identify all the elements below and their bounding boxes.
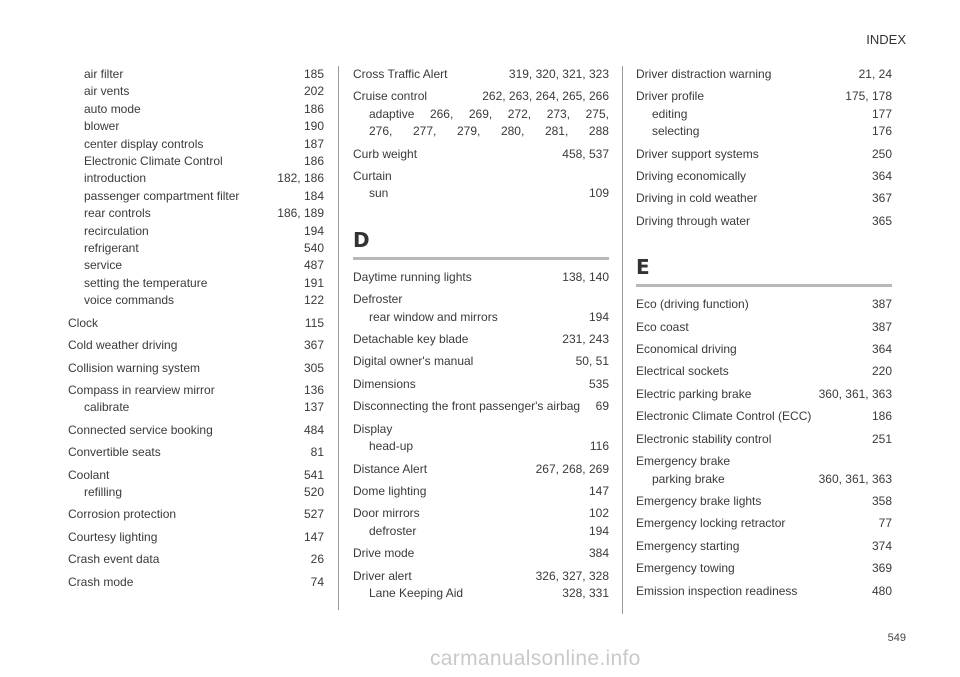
entry-term: Connected service booking <box>68 422 213 437</box>
entry-term: Cross Traffic Alert <box>353 67 448 81</box>
index-entry-drive-mode[interactable] <box>353 545 609 562</box>
entry-term: Compass in rearview mirror <box>68 382 215 397</box>
index-entry-driving-economically[interactable] <box>636 168 892 185</box>
entry-term: Dimensions <box>353 376 416 391</box>
index-entry-eco[interactable] <box>636 296 892 313</box>
entry-term: Emission inspection readiness <box>636 583 798 598</box>
subentry-pages: 191 <box>303 275 324 290</box>
entry-pages: 527 <box>303 507 324 522</box>
entry-term: Door mirrors <box>353 506 420 521</box>
index-subentry[interactable] <box>68 83 324 100</box>
index-column-3 <box>636 66 892 600</box>
entry-term: Detachable key blade <box>353 332 469 347</box>
entry-pages: 186 <box>871 409 892 424</box>
index-entry-digital-owners-manual[interactable] <box>353 353 609 370</box>
entry-term: Electronic stability control <box>636 431 772 446</box>
subentry-term: air vents <box>84 84 130 99</box>
index-subentry[interactable] <box>68 205 324 222</box>
entry-term: Corrosion protection <box>68 507 177 522</box>
index-subentry[interactable] <box>68 153 324 170</box>
entry-pages: 541 <box>303 467 324 482</box>
index-entry-daytime-running-lights[interactable] <box>353 269 609 286</box>
entry-pages: 458, 537 <box>562 146 609 161</box>
index-subentry-door-mirrors-defroster[interactable] <box>353 523 609 540</box>
entry-term: Clock <box>68 315 99 330</box>
entry-term: Crash event data <box>68 552 160 567</box>
index-subentry-cruise-adaptive-continued <box>353 123 609 140</box>
subentry-term: calibrate <box>84 400 130 415</box>
entry-pages: 374 <box>871 538 892 553</box>
subentry-page: 281, <box>544 124 569 139</box>
entry-term: Driver profile <box>636 89 705 104</box>
section-divider <box>353 257 609 260</box>
index-entry-driver-alert[interactable] <box>353 568 609 585</box>
entry-pages: 115 <box>304 315 324 330</box>
climate-sub-entries <box>68 66 324 310</box>
section-letter-d: D <box>353 227 370 252</box>
entry-pages: 267, 268, 269 <box>535 461 609 476</box>
index-subentry[interactable] <box>68 118 324 135</box>
entry-pages: 147 <box>588 483 609 498</box>
index-entry-crash-event-data[interactable] <box>68 551 324 568</box>
column-divider <box>338 66 339 610</box>
subentry-pages: 194 <box>588 523 609 538</box>
subentry-term: recirculation <box>84 223 149 238</box>
subentry-term: setting the temperature <box>84 275 208 290</box>
index-subentry-defroster-rear[interactable] <box>353 309 609 326</box>
index-subentry[interactable] <box>68 188 324 205</box>
column-divider <box>622 66 623 614</box>
index-entry-convertible-seats[interactable] <box>68 444 324 461</box>
entry-term: Electrical sockets <box>636 364 729 379</box>
index-subentry[interactable] <box>68 292 324 309</box>
index-column-2 <box>353 66 609 602</box>
subentry-page: 273, <box>546 106 571 121</box>
index-entry-cross-traffic-alert[interactable] <box>353 66 609 83</box>
subentry-term: introduction <box>84 171 147 186</box>
index-entry-stability-control[interactable] <box>636 431 892 448</box>
subentry-page: 276, <box>369 124 393 139</box>
index-entry-electric-parking-brake[interactable] <box>636 386 892 403</box>
index-entry-economical-driving[interactable] <box>636 341 892 358</box>
subentry-pages: 187 <box>303 136 324 151</box>
subentry-term: auto mode <box>84 101 141 116</box>
entry-pages: 251 <box>871 431 892 446</box>
subentry-page: 277, <box>412 124 437 139</box>
entry-pages: 367 <box>871 191 892 206</box>
entry-term: Curb weight <box>353 146 418 161</box>
index-entry-curb-weight[interactable] <box>353 146 609 163</box>
subentry-pages: 185 <box>303 67 324 81</box>
index-entry-emergency-locking-retractor[interactable] <box>636 515 892 532</box>
entry-pages: 387 <box>871 297 892 312</box>
index-subentry-compass-calibrate[interactable] <box>68 399 324 416</box>
index-entry-eco-coast[interactable] <box>636 319 892 336</box>
entry-term: Emergency brake <box>636 454 731 469</box>
entry-pages: 250 <box>871 146 892 161</box>
entry-pages: 147 <box>303 529 324 544</box>
subentry-pages: 186 <box>303 154 324 169</box>
subentry-term: Electronic Climate Control <box>84 154 223 169</box>
entry-term: Driver support systems <box>636 146 759 161</box>
section-letter-e: E <box>636 255 650 280</box>
subentry-pages: 194 <box>303 223 324 238</box>
entry-pages: 358 <box>871 493 892 508</box>
entry-term: Cold weather driving <box>68 338 178 353</box>
entry-pages: 77 <box>878 516 892 531</box>
index-entry-driver-profile[interactable] <box>636 88 892 105</box>
subentry-pages: 182, 186 <box>277 171 324 186</box>
entry-term: Emergency locking retractor <box>636 516 786 531</box>
entry-pages: 365 <box>871 213 892 228</box>
entry-term: Collision warning system <box>68 360 201 375</box>
watermark: carmanualsonline.info <box>430 647 641 670</box>
index-subentry-emergency-parking-brake[interactable] <box>636 471 892 488</box>
subentry-pages: 520 <box>303 484 324 499</box>
subentry-term: center display controls <box>84 136 204 151</box>
index-entry-connected-service[interactable] <box>68 422 324 439</box>
entry-pages: 305 <box>303 360 324 375</box>
index-entry-cold-weather-driving[interactable] <box>68 337 324 354</box>
index-subentry-display-headup[interactable] <box>353 438 609 455</box>
entry-pages: 81 <box>310 445 324 460</box>
subentry-page: 279, <box>456 124 481 139</box>
entry-term: Drive mode <box>353 546 415 561</box>
entry-term: Crash mode <box>68 574 134 589</box>
entry-term: Distance Alert <box>353 461 428 476</box>
entry-pages: 102 <box>588 506 609 521</box>
subentry-pages: 176 <box>871 124 892 139</box>
entry-pages: 367 <box>303 338 324 353</box>
index-subentry-profile-selecting[interactable] <box>636 123 892 140</box>
subentry-page: 266, <box>429 106 454 121</box>
entry-pages: 26 <box>310 552 324 567</box>
entry-term: Driving economically <box>636 169 747 184</box>
subentry-term: head-up <box>369 439 414 454</box>
subentry-page: 272, <box>507 106 532 121</box>
entry-term: Digital owner's manual <box>353 354 474 369</box>
entry-term: Curtain <box>353 169 392 184</box>
subentry-term: refilling <box>84 484 123 499</box>
subentry-pages: 184 <box>303 188 324 203</box>
index-entry-detachable-key-blade[interactable] <box>353 331 609 348</box>
entry-term: Defroster <box>353 292 403 307</box>
subentry-pages: 190 <box>303 119 324 134</box>
index-entry-coolant[interactable] <box>68 467 324 484</box>
index-entry-compass[interactable] <box>68 382 324 399</box>
subentry-term: sun <box>369 186 389 201</box>
index-subentry[interactable] <box>68 240 324 257</box>
index-entry-emergency-brake-lights[interactable] <box>636 493 892 510</box>
subentry-pages: 202 <box>303 84 324 99</box>
entry-pages: 326, 327, 328 <box>535 568 609 583</box>
entry-term: Convertible seats <box>68 445 161 460</box>
entry-pages: 319, 320, 321, 323 <box>508 67 609 81</box>
subentry-page: 280, <box>500 124 525 139</box>
index-entry-emergency-starting[interactable] <box>636 538 892 555</box>
entry-term: Dome lighting <box>353 483 427 498</box>
index-entry-driving-cold-weather[interactable] <box>636 190 892 207</box>
entry-term: Eco coast <box>636 319 689 334</box>
entry-term: Emergency starting <box>636 538 740 553</box>
subentry-term: Lane Keeping Aid <box>369 585 464 600</box>
index-entry-distance-alert[interactable] <box>353 461 609 478</box>
entry-pages: 21, 24 <box>858 67 892 81</box>
index-subentry-curtain-sun[interactable] <box>353 185 609 202</box>
index-subentry[interactable] <box>68 275 324 292</box>
index-subentry-cruise-adaptive[interactable] <box>353 106 609 123</box>
entry-term: Coolant <box>68 467 110 482</box>
entry-term: Electric parking brake <box>636 386 752 401</box>
subentry-pages: 540 <box>303 241 324 256</box>
subentry-term: passenger compartment filter <box>84 188 240 203</box>
entry-term: Display <box>353 421 393 436</box>
entry-term: Emergency brake lights <box>636 493 762 508</box>
index-column-1 <box>68 66 324 591</box>
subentry-pages: 177 <box>871 106 892 121</box>
entry-pages: 74 <box>310 574 324 589</box>
subentry-term: parking brake <box>652 471 725 486</box>
subentry-page: 288 <box>588 124 609 139</box>
subentry-term: rear controls <box>84 206 151 221</box>
subentry-pages: 487 <box>303 258 324 273</box>
entry-pages: 175, 178 <box>845 89 892 104</box>
index-subentry[interactable] <box>68 170 324 187</box>
entry-term: Daytime running lights <box>353 269 472 284</box>
subentry-pages: 137 <box>303 400 324 415</box>
entry-term: Emergency towing <box>636 561 735 576</box>
subentry-term: blower <box>84 119 120 134</box>
subentry-term: refrigerant <box>84 241 139 256</box>
subentry-term: rear window and mirrors <box>369 309 498 324</box>
index-entry-driver-distraction[interactable] <box>636 66 892 83</box>
index-entry-dimensions[interactable] <box>353 376 609 393</box>
index-entry-door-mirrors[interactable] <box>353 505 609 522</box>
subentry-term: service <box>84 258 123 273</box>
entry-term: Driving through water <box>636 213 751 228</box>
subentry-term: selecting <box>652 124 700 139</box>
subentry-pages: 186, 189 <box>277 206 324 221</box>
subentry-term: editing <box>652 106 688 121</box>
entry-pages: 535 <box>588 376 609 391</box>
index-entry-crash-mode[interactable] <box>68 574 324 591</box>
index-entry-emergency-towing[interactable] <box>636 560 892 577</box>
subentry-term: air filter <box>84 67 124 81</box>
entry-pages: 220 <box>871 364 892 379</box>
entry-pages: 387 <box>871 319 892 334</box>
index-entry-clock[interactable] <box>68 315 324 332</box>
index-entry-courtesy-lighting[interactable] <box>68 529 324 546</box>
page-header-title: INDEX <box>866 32 906 47</box>
subentry-pages: 116 <box>589 439 609 454</box>
page-number: 549 <box>887 632 906 644</box>
subentry-pages: 194 <box>588 309 609 324</box>
index-subentry-lane-keeping-aid[interactable] <box>353 585 609 602</box>
subentry-pages: 109 <box>588 186 609 201</box>
index-subentry[interactable] <box>68 101 324 118</box>
subentry-pages: 186 <box>303 101 324 116</box>
entry-term: Disconnecting the front passenger's airbag <box>353 399 581 414</box>
index-subentry[interactable] <box>68 257 324 274</box>
entry-term: Cruise control <box>353 89 428 104</box>
entry-pages: 50, 51 <box>575 354 609 369</box>
entry-pages: 262, 263, 264, 265, 266 <box>482 89 609 104</box>
index-subentry-coolant-refilling[interactable] <box>68 484 324 501</box>
subentry-term: voice commands <box>84 293 175 308</box>
entry-pages: 484 <box>303 422 324 437</box>
index-entry-cruise-control[interactable] <box>353 88 609 105</box>
index-entry-emission-inspection[interactable] <box>636 583 892 600</box>
subentry-pages: 328, 331 <box>562 585 609 600</box>
index-subentry[interactable] <box>68 66 324 83</box>
index-entry-electrical-sockets[interactable] <box>636 363 892 380</box>
entry-pages: 231, 243 <box>562 332 609 347</box>
entry-term: Driving in cold weather <box>636 191 758 206</box>
entry-pages: 364 <box>871 342 892 357</box>
subentry-page: 275, <box>585 106 609 121</box>
section-divider <box>636 284 892 287</box>
index-entry-curtain[interactable] <box>353 168 609 185</box>
subentry-page: 269, <box>468 106 493 121</box>
entry-term: Courtesy lighting <box>68 529 158 544</box>
index-subentry[interactable] <box>68 223 324 240</box>
index-entry-driving-through-water[interactable] <box>636 213 892 230</box>
index-entry-disconnecting-airbag[interactable] <box>353 398 609 415</box>
index-entry-corrosion-protection[interactable] <box>68 506 324 523</box>
index-entry-display[interactable] <box>353 421 609 438</box>
subentry-term: adaptive <box>369 106 415 121</box>
entry-pages: 360, 361, 363 <box>818 386 892 401</box>
index-entry-driver-support[interactable] <box>636 146 892 163</box>
entry-term: Electronic Climate Control (ECC) <box>636 409 812 424</box>
index-entry-defroster[interactable] <box>353 291 609 308</box>
entry-term: Driver distraction warning <box>636 67 772 81</box>
index-entry-collision-warning[interactable] <box>68 360 324 377</box>
entry-pages: 364 <box>871 169 892 184</box>
entry-pages: 369 <box>871 561 892 576</box>
entry-term: Eco (driving function) <box>636 297 749 312</box>
subentry-term: defroster <box>369 523 417 538</box>
entry-pages: 138, 140 <box>562 269 609 284</box>
entry-pages: 480 <box>871 583 892 598</box>
entry-term: Driver alert <box>353 568 412 583</box>
entry-pages: 384 <box>588 546 609 561</box>
subentry-pages: 360, 361, 363 <box>818 471 892 486</box>
entry-pages: 69 <box>595 399 609 414</box>
index-subentry-profile-editing[interactable] <box>636 106 892 123</box>
entry-pages: 136 <box>303 382 324 397</box>
index-entry-ecc[interactable] <box>636 408 892 425</box>
index-entry-emergency-brake[interactable] <box>636 453 892 470</box>
entry-term: Economical driving <box>636 342 737 357</box>
subentry-pages: 122 <box>303 293 324 308</box>
index-subentry[interactable] <box>68 136 324 153</box>
index-entry-dome-lighting[interactable] <box>353 483 609 500</box>
